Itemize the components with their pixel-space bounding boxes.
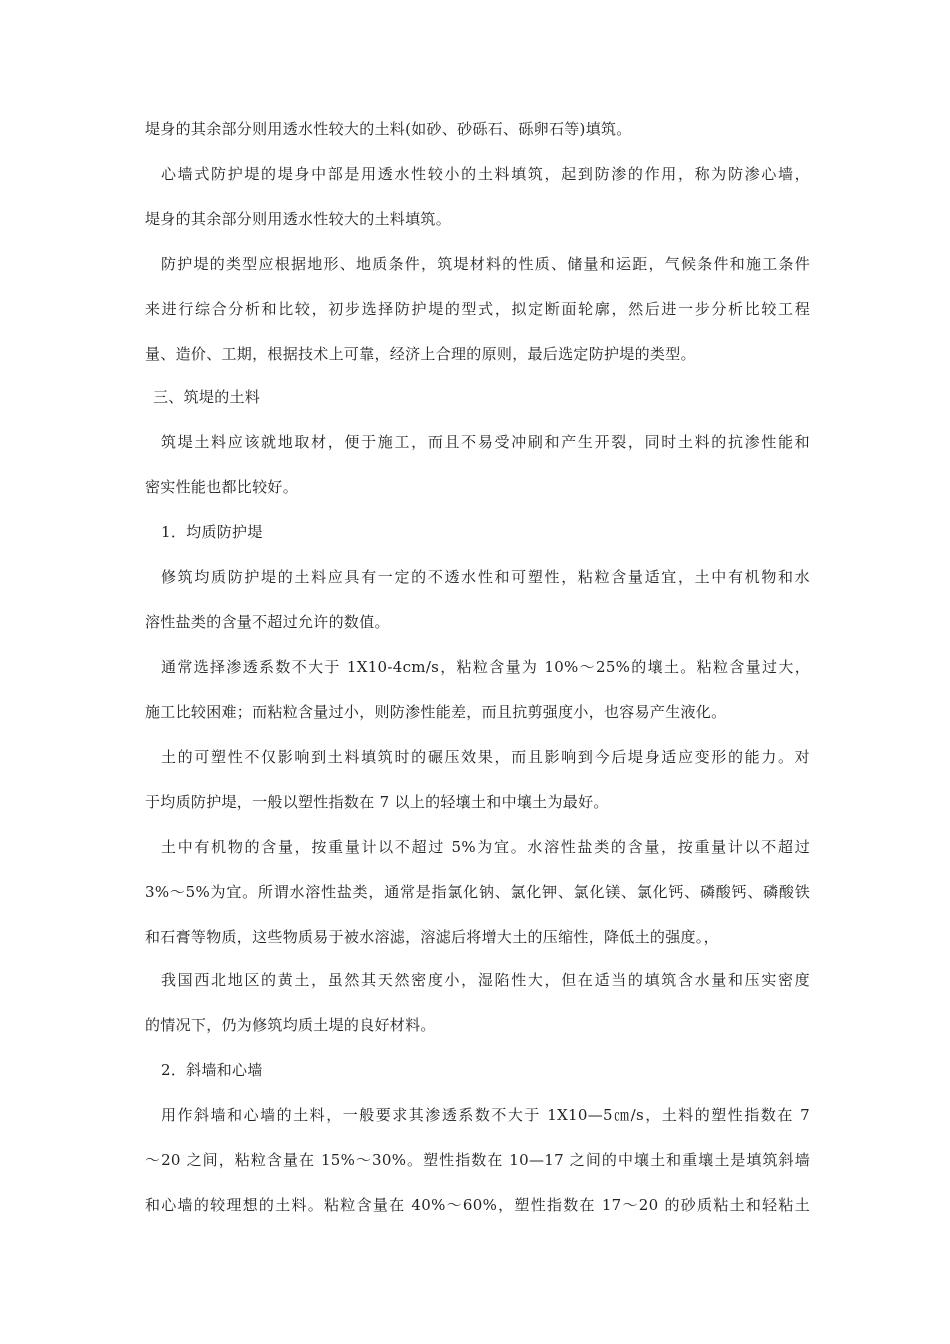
- paragraph-line: 堤身的其余部分则用透水性较大的土料(如砂、砂砾石、砾卵石等)填筑。: [145, 120, 632, 138]
- paragraph-line: 用作斜墙和心墙的土料，一般要求其渗透系数不大于 1X10—5㎝/s，土料的塑性指数在 7: [161, 1106, 810, 1124]
- paragraph-line: 密实性能也都比较好。: [145, 478, 299, 496]
- subsection-heading: 1．均质防护堤: [161, 523, 263, 541]
- paragraph-line: ～20 之间，粘粒含量在 15%～30%。塑性指数在 10—17 之间的中壤土和重壤土是填筑斜墙: [145, 1151, 810, 1169]
- paragraph-line: 和心墙的较理想的土料。粘粒含量在 40%～60%，塑性指数在 17～20 的砂质粘土和轻粘土: [145, 1196, 810, 1214]
- paragraph-line: 筑堤土料应该就地取材，便于施工，而且不易受冲刷和产生开裂，同时土料的抗渗性能和: [161, 433, 810, 451]
- paragraph-line: 溶性盐类的含量不超过允许的数值。: [145, 613, 390, 631]
- paragraph-line: 的情况下，仍为修筑均质土堤的良好材料。: [145, 1016, 436, 1034]
- paragraph-line: 我国西北地区的黄土，虽然其天然密度小，湿陷性大，但在适当的填筑含水量和压实密度: [161, 971, 810, 989]
- paragraph-line: 修筑均质防护堤的土料应具有一定的不透水性和可塑性，粘粒含量适宜，土中有机物和水: [161, 568, 810, 586]
- paragraph-line: 施工比较困难；而粘粒含量过小，则防渗性能差，而且抗剪强度小，也容易产生液化。: [145, 703, 727, 721]
- paragraph-line: 防护堤的类型应根据地形、地质条件，筑堤材料的性质、储量和运距，气候条件和施工条件: [161, 255, 810, 273]
- paragraph-line: 堤身的其余部分则用透水性较大的土料填筑。: [145, 210, 452, 228]
- paragraph-line: 通常选择渗透系数不大于 1X10-4cm/s，粘粒含量为 10%～25%的壤土。粘粒含量过大，: [161, 658, 810, 676]
- paragraph-line: 来进行综合分析和比较，初步选择防护堤的型式，拟定断面轮廓，然后进一步分析比较工程: [145, 300, 810, 318]
- paragraph-line: 土中有机物的含量，按重量计以不超过 5%为宜。水溶性盐类的含量，按重量计以不超过: [161, 838, 810, 856]
- paragraph-line: 土的可塑性不仅影响到土料填筑时的碾压效果，而且影响到今后堤身适应变形的能力。对: [161, 748, 810, 766]
- paragraph-line: 心墙式防护堤的堤身中部是用透水性较小的土料填筑，起到防渗的作用，称为防渗心墙，: [161, 165, 810, 183]
- section-heading: 三、筑堤的土料: [153, 388, 261, 406]
- subsection-heading: 2．斜墙和心墙: [161, 1061, 263, 1079]
- paragraph-line: 和石膏等物质，这些物质易于被水溶滤，溶滤后将增大土的压缩性，降低土的强度。，: [145, 928, 719, 946]
- paragraph-line: 3%～5%为宜。所谓水溶性盐类，通常是指氯化钠、氯化钾、氯化镁、氯化钙、磷酸钙、磷酸铁: [145, 883, 810, 901]
- paragraph-line: 量、造价、工期，根据技术上可靠，经济上合理的原则，最后选定防护堤的类型。: [145, 345, 696, 363]
- paragraph-line: 于均质防护堤，一般以塑性指数在 7 以上的轻壤土和中壤土为最好。: [145, 793, 609, 811]
